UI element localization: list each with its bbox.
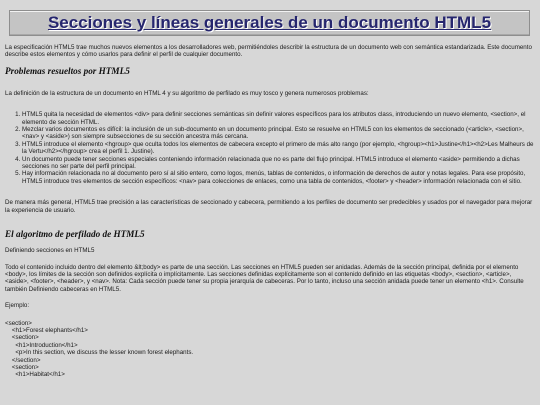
section2-paragraph: Todo el contenido incluido dentro del elemento &lt;body> es parte de una sección. Las secciones en HTML5 pueden ser anidadas. Además de la sección principal, definida por el elemento <body>, los límites de la sección son definidos explícita o implícitamente. Las secciones definidas explícitamente son el contenido definido en las etiquetas <body>, <section>, <article>, <aside>, <footer>, <header>, y <nav>. Nota: Cada sección puede tener su propia jerarquía de cabeceras. Por lo tanto, incluso una sección anidada puede tener un elemento <h1>. Consulte también Definiendo cabeceras en HTML5. xyxy=(5,263,524,293)
code-line: <section> xyxy=(5,319,32,327)
page-title: Secciones y líneas generales de un documento HTML5 xyxy=(47,13,492,33)
section1-closing: De manera más general, HTML5 trae precisión a las características de seccionado y cabecera, permitiendo a los perfiles de documento ser predecibles y usados por el navegador para mejorar la experiencia de usuario. xyxy=(5,199,533,214)
section2-subheading: Definiendo secciones en HTML5 xyxy=(5,247,95,255)
code-line: <h1>Habitat</h1> xyxy=(5,371,65,379)
intro-paragraph: La especificación HTML5 trae muchos nuevos elementos a los desarrolladores web, permitiéndoles describir la estructura de un documento web con semántica estandarizada. Este documento describe estos elementos y cómo usarlos para definir el perfil de cualquier documento. xyxy=(5,44,532,59)
code-line: <section> xyxy=(5,363,39,371)
list-item: 1. HTML5 quita la necesidad de elementos <div> para definir secciones semánticas sin definir valores específicos para los atributos class, introduciendo un nuevo elemento, <section>, el elemento de sección HTML. xyxy=(22,111,534,126)
list-item: 4. Un documento puede tener secciones especiales conteniendo información relacionada que no es parte del flujo principal. HTML5 introduce el elemento <aside> permitiendo a dichas secciones no ser parte del perfil principal. xyxy=(22,156,534,171)
section1-heading: Problemas resueltos por HTML5 xyxy=(5,65,130,76)
list-item: 5. Hay información relacionada no al documento pero sí al sitio entero, como logos, menús, tablas de contenidos, o información de derechos de autor y notas legales. Para ese propósito, HTML5 introduce tres elementos de sección específicos: <nav> para colecciones de enlaces, como una tabla de contenidos, <footer> y <header> información relacionada con el sitio. xyxy=(22,170,534,185)
code-line: </section> xyxy=(5,356,41,364)
code-line: <h1>Forest elephants</h1> xyxy=(5,326,88,334)
list-item: 3. HTML5 introduce el elemento <hgroup> que oculta todos los elementos de cabecera excepto el primero de más alto rango (por ejemplo, <hgroup><h1>Justine</h1><h2>Les Malheurs de la Vertu</h2></hgroup> crea el perfil 1. Justine). xyxy=(22,141,534,156)
title-banner xyxy=(9,10,530,36)
code-line: <p>In this section, we discuss the lesser known forest elephants. xyxy=(5,349,194,357)
code-example xyxy=(5,320,534,379)
code-line: <section> xyxy=(5,334,39,342)
list-item: 2. Mezclar varios documentos es difícil: la inclusión de un sub-documento en un documento principal. Esto se resuelve en HTML5 con los elementos de seccionado (<article>, <section>, <nav> y <aside>) son siempre subsecciones de su sección ancestra más cercana. xyxy=(22,126,534,141)
problems-list xyxy=(5,111,534,185)
code-line: <h1>Introduction</h1> xyxy=(5,341,78,349)
section2-heading: El algoritmo de perfilado de HTML5 xyxy=(5,229,145,240)
section1-paragraph: La definición de la estructura de un documento en HTML 4 y su algoritmo de perfilado es muy tosco y genera numerosos problemas: xyxy=(5,89,369,97)
example-label: Ejemplo: xyxy=(5,302,30,310)
